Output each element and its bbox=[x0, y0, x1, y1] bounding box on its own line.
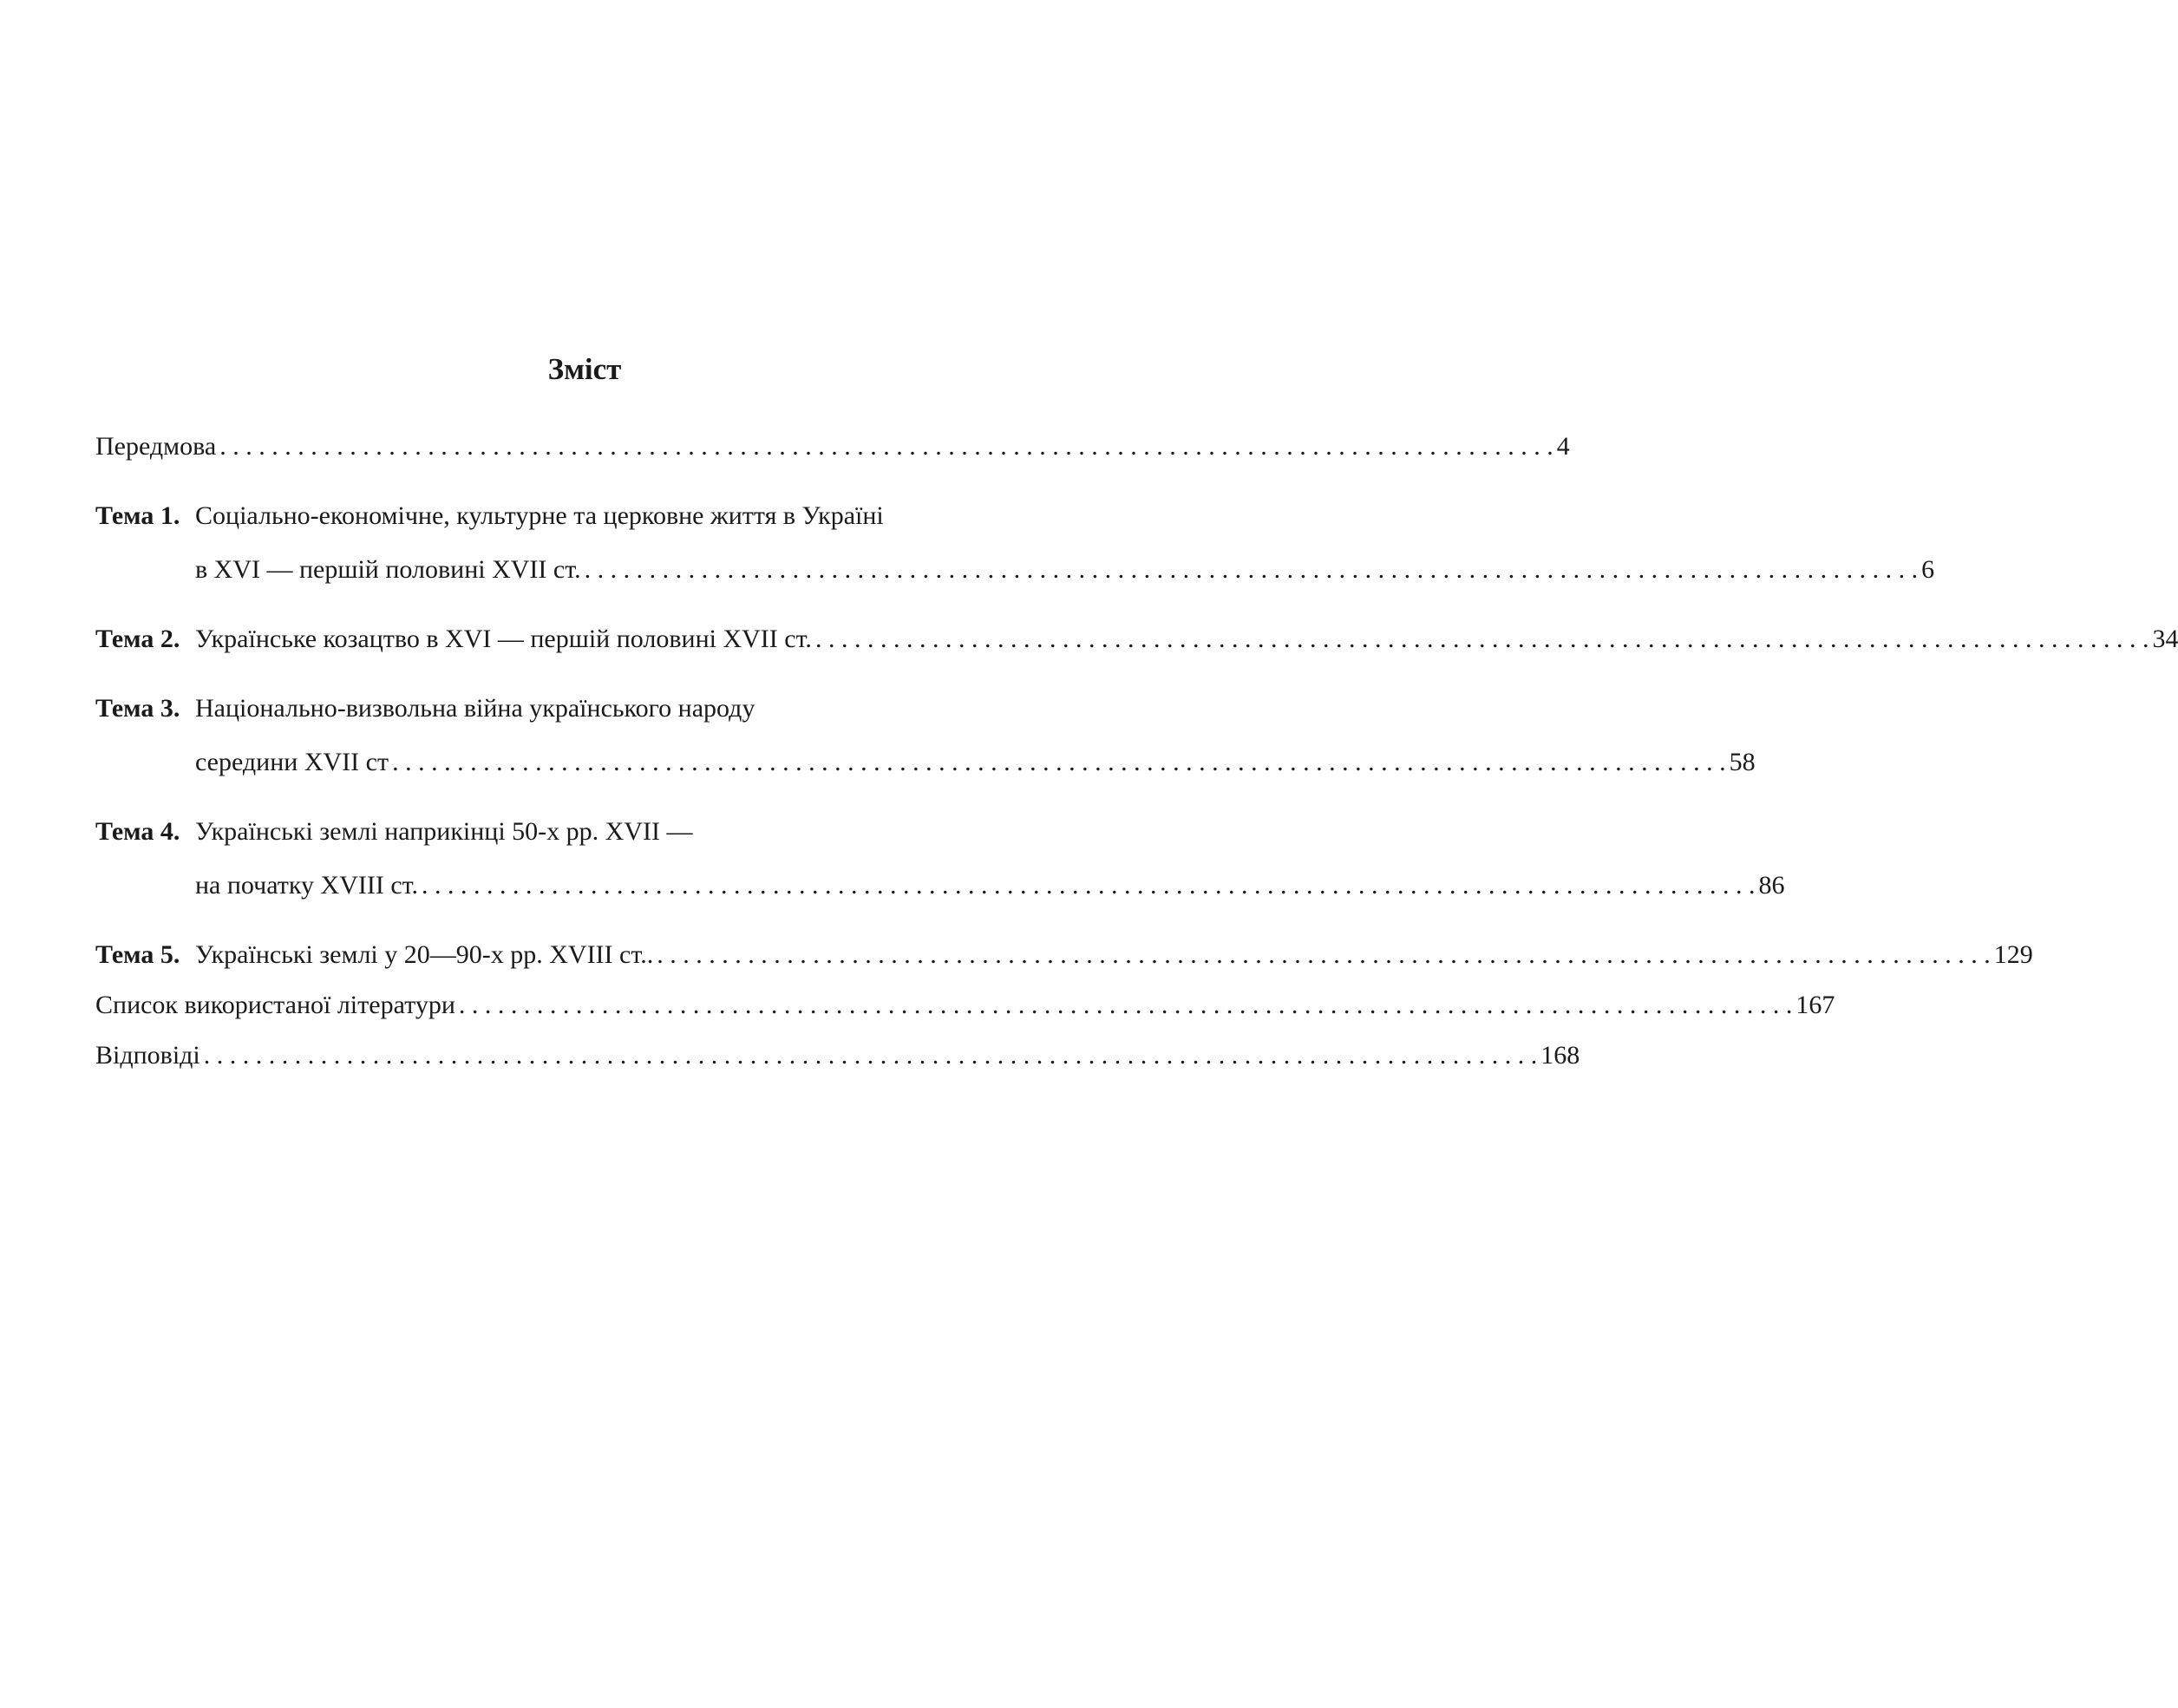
page-number: 58 bbox=[1729, 748, 1756, 776]
table-of-contents bbox=[95, 347, 2178, 1081]
page-number: 167 bbox=[1795, 991, 1835, 1019]
toc-line bbox=[95, 684, 1043, 734]
toc-line bbox=[95, 614, 2178, 664]
entry-text: Українські землі у 20—90-х рр. XVIII ст.. bbox=[195, 940, 654, 969]
topic-label: Тема 4. bbox=[95, 817, 180, 846]
dot-leader bbox=[585, 545, 1919, 595]
entry-text: Відповіді bbox=[95, 1041, 200, 1070]
toc-line bbox=[95, 1031, 1580, 1081]
toc-entry-topic-4[interactable] bbox=[95, 807, 1785, 911]
dot-leader bbox=[392, 737, 1726, 788]
entry-text-continued: середини XVII ст bbox=[195, 748, 389, 776]
dot-leader bbox=[459, 980, 1793, 1031]
toc-entry-topic-5[interactable] bbox=[95, 930, 2033, 980]
entry-text: Національно-визвольна війна українського народу bbox=[195, 694, 755, 723]
page-number: 168 bbox=[1540, 1041, 1580, 1070]
toc-line bbox=[95, 545, 1935, 595]
toc-line bbox=[95, 930, 2033, 980]
entry-text-continued: в XVI — першій половині XVII ст. bbox=[195, 555, 581, 584]
page-number: 34 bbox=[2152, 625, 2178, 653]
toc-entry-answers[interactable] bbox=[95, 1031, 1580, 1081]
dot-leader bbox=[204, 1031, 1538, 1081]
entry-text: Список використаної літератури bbox=[95, 991, 455, 1019]
topic-label: Тема 5. bbox=[95, 940, 180, 969]
toc-entry-foreword[interactable] bbox=[95, 422, 1570, 472]
topic-label: Тема 3. bbox=[95, 694, 180, 723]
page-number: 4 bbox=[1556, 432, 1570, 461]
entry-text: Передмова bbox=[95, 432, 217, 461]
topic-label: Тема 2. bbox=[95, 625, 180, 653]
toc-title: Зміст bbox=[547, 352, 622, 386]
dot-leader bbox=[219, 422, 1553, 472]
toc-entry-bibliography[interactable] bbox=[95, 980, 1835, 1031]
entry-text: Соціально-економічне, культурне та церковне життя в Україні bbox=[195, 501, 884, 530]
topic-label: Тема 1. bbox=[95, 501, 180, 530]
toc-line bbox=[95, 737, 1756, 788]
toc-entry-topic-2[interactable] bbox=[95, 614, 2178, 664]
toc-entry-topic-1[interactable] bbox=[95, 491, 1935, 595]
entry-text: Українське козацтво в XVI — першій половині XVII ст. bbox=[195, 625, 812, 653]
toc-line bbox=[95, 807, 1043, 857]
toc-line bbox=[95, 491, 1043, 541]
dot-leader bbox=[815, 614, 2149, 664]
entry-text: Українські землі наприкінці 50-х рр. XVII — bbox=[195, 817, 693, 846]
dot-leader bbox=[422, 861, 1756, 911]
toc-entry-topic-3[interactable] bbox=[95, 684, 1756, 788]
toc-line bbox=[95, 980, 1835, 1031]
page-number: 86 bbox=[1758, 871, 1785, 900]
dot-leader bbox=[657, 930, 1991, 980]
entry-text-continued: на початку XVIII ст. bbox=[195, 871, 419, 900]
page-number: 6 bbox=[1921, 555, 1935, 584]
page-number: 129 bbox=[1993, 940, 2033, 969]
toc-line bbox=[95, 422, 1570, 472]
toc-line bbox=[95, 861, 1785, 911]
